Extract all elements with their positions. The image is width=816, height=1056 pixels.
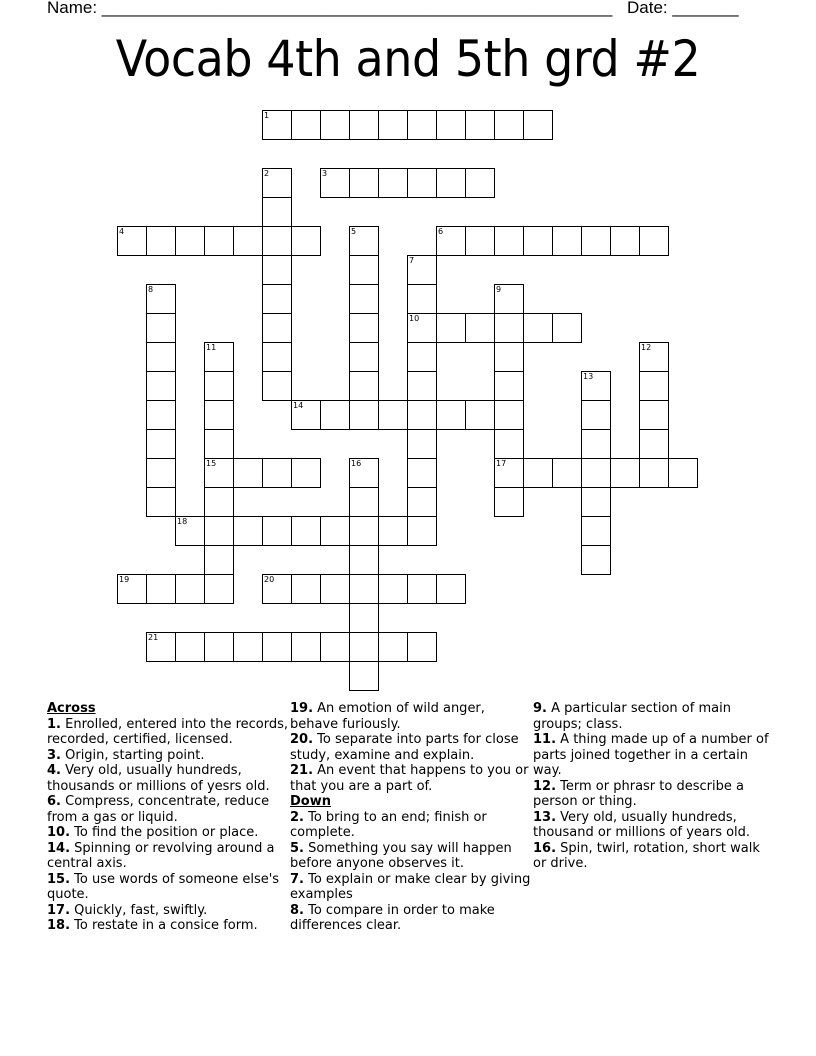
grid-cell[interactable]	[465, 400, 495, 430]
grid-cell[interactable]	[175, 632, 205, 662]
grid-cell[interactable]	[349, 255, 379, 285]
across-heading: Across	[47, 701, 96, 716]
down-clue	[290, 872, 532, 903]
grid-cell[interactable]	[291, 400, 321, 430]
grid-cell[interactable]	[436, 226, 466, 256]
grid-cell[interactable]	[262, 371, 292, 401]
down-clue	[290, 810, 532, 841]
grid-cell[interactable]	[494, 429, 524, 459]
grid-cell[interactable]	[552, 458, 582, 488]
clue-number: 8.	[290, 902, 304, 918]
grid-cell[interactable]	[204, 574, 234, 604]
grid-cell[interactable]	[668, 458, 698, 488]
grid-cell[interactable]	[465, 313, 495, 343]
grid-cell[interactable]	[204, 487, 234, 517]
across-clue	[47, 748, 289, 764]
clue-text: Spinning or revolving around a central axis.	[47, 840, 275, 871]
clue-number: 14	[293, 401, 304, 410]
grid-cell[interactable]	[204, 371, 234, 401]
clue-text: Quickly, fast, swiftly.	[70, 902, 208, 918]
clue-text: Very old, usually hundreds, thousand or millions of years old.	[533, 809, 751, 840]
clue-text: Term or phrasr to describe a person or thing.	[533, 778, 744, 809]
grid-cell[interactable]	[407, 371, 437, 401]
grid-cell[interactable]	[407, 342, 437, 372]
date-field-label: Date: _______	[627, 0, 739, 17]
clue-number: 3.	[47, 747, 61, 763]
grid-cell[interactable]	[291, 516, 321, 546]
grid-cell[interactable]	[581, 226, 611, 256]
grid-cell[interactable]	[552, 313, 582, 343]
grid-cell[interactable]	[523, 313, 553, 343]
grid-cell[interactable]	[349, 110, 379, 140]
grid-cell[interactable]	[233, 632, 263, 662]
clue-text: To explain or make clear by giving examples	[290, 871, 531, 902]
grid-cell[interactable]	[349, 545, 379, 575]
clue-number: 8	[148, 285, 154, 294]
clue-number: 6.	[47, 794, 61, 809]
clue-number: 2.	[290, 809, 304, 825]
grid-cell[interactable]	[146, 342, 176, 372]
grid-cell[interactable]	[494, 371, 524, 401]
clue-text: An emotion of wild anger, behave furiously.	[290, 701, 485, 732]
grid-cell[interactable]	[465, 168, 495, 198]
across-clue	[290, 732, 532, 763]
clue-number: 13	[583, 372, 594, 381]
grid-cell[interactable]	[349, 661, 379, 691]
grid-cell[interactable]	[320, 516, 350, 546]
grid-cell[interactable]	[494, 226, 524, 256]
grid-cell[interactable]	[581, 400, 611, 430]
grid-cell[interactable]	[581, 429, 611, 459]
clue-number: 7.	[290, 871, 304, 887]
grid-cell[interactable]	[146, 487, 176, 517]
clue-number: 3	[322, 169, 328, 178]
grid-cell[interactable]	[581, 371, 611, 401]
down-clue	[533, 701, 775, 732]
clue-number: 9.	[533, 701, 547, 716]
grid-cell[interactable]	[407, 110, 437, 140]
grid-cell[interactable]	[146, 313, 176, 343]
grid-cell[interactable]	[349, 487, 379, 517]
clue-text: To find the position or place.	[70, 825, 259, 840]
grid-cell[interactable]	[523, 110, 553, 140]
clue-number: 17	[496, 459, 507, 468]
grid-cell[interactable]	[494, 458, 524, 488]
grid-cell[interactable]	[639, 400, 669, 430]
grid-cell[interactable]	[349, 632, 379, 662]
name-field-label: Name: ______________________________________________________	[47, 0, 613, 17]
grid-cell[interactable]	[378, 400, 408, 430]
grid-cell[interactable]	[262, 110, 292, 140]
grid-cell[interactable]	[407, 255, 437, 285]
grid-cell[interactable]	[552, 226, 582, 256]
grid-cell[interactable]	[349, 226, 379, 256]
clues-column-2	[290, 701, 532, 934]
grid-cell[interactable]	[146, 400, 176, 430]
clue-number: 21.	[290, 763, 314, 778]
grid-cell[interactable]	[262, 516, 292, 546]
grid-cell[interactable]	[349, 400, 379, 430]
down-heading: Down	[290, 794, 331, 809]
grid-cell[interactable]	[146, 429, 176, 459]
grid-cell[interactable]	[233, 458, 263, 488]
grid-cell[interactable]	[349, 168, 379, 198]
clue-number: 7	[409, 256, 415, 265]
grid-cell[interactable]	[494, 487, 524, 517]
grid-cell[interactable]	[581, 545, 611, 575]
clues-column-1	[47, 701, 289, 934]
down-clue	[533, 779, 775, 810]
grid-cell[interactable]	[233, 516, 263, 546]
clue-number: 5.	[290, 840, 304, 856]
clue-number: 18.	[47, 918, 71, 933]
grid-cell[interactable]	[204, 632, 234, 662]
grid-cell[interactable]	[146, 458, 176, 488]
grid-cell[interactable]	[494, 110, 524, 140]
grid-cell[interactable]	[349, 516, 379, 546]
grid-cell[interactable]	[465, 110, 495, 140]
grid-cell[interactable]	[407, 516, 437, 546]
clue-number: 4.	[47, 763, 61, 778]
clue-text: To use words of someone else's quote.	[47, 871, 280, 902]
clue-text: To restate in a consice form.	[70, 918, 258, 933]
clue-number: 15	[206, 459, 217, 468]
grid-cell[interactable]	[175, 226, 205, 256]
clue-number: 2	[264, 169, 270, 178]
page-title: Vocab 4th and 5th grd #2	[115, 30, 701, 88]
grid-cell[interactable]	[610, 226, 640, 256]
across-clue	[290, 763, 532, 794]
grid-cell[interactable]	[291, 574, 321, 604]
clue-number: 10	[409, 314, 420, 323]
down-clue	[533, 810, 775, 841]
grid-cell[interactable]	[291, 458, 321, 488]
clue-text: Enrolled, entered into the records, recorded, certified, licensed.	[47, 716, 289, 747]
clue-number: 14.	[47, 840, 71, 856]
grid-cell[interactable]	[581, 516, 611, 546]
clue-number: 5	[351, 227, 357, 236]
clue-number: 13.	[533, 809, 557, 825]
grid-cell[interactable]	[378, 574, 408, 604]
grid-cell[interactable]	[349, 371, 379, 401]
grid-cell[interactable]	[494, 313, 524, 343]
clue-number: 21	[148, 633, 159, 642]
grid-cell[interactable]	[262, 168, 292, 198]
clue-number: 1	[264, 111, 270, 120]
grid-cell[interactable]	[262, 255, 292, 285]
grid-cell[interactable]	[262, 226, 292, 256]
clue-number: 6	[438, 227, 444, 236]
grid-cell[interactable]	[639, 371, 669, 401]
grid-cell[interactable]	[146, 371, 176, 401]
clue-number: 1.	[47, 716, 61, 732]
grid-cell[interactable]	[349, 284, 379, 314]
grid-cell[interactable]	[291, 226, 321, 256]
grid-cell[interactable]	[320, 632, 350, 662]
clue-number: 20	[264, 575, 275, 584]
grid-cell[interactable]	[262, 197, 292, 227]
across-clue	[47, 825, 289, 841]
clue-number: 12	[641, 343, 652, 352]
down-clue	[533, 732, 775, 779]
clue-text: A particular section of main groups; class.	[533, 701, 731, 732]
grid-cell[interactable]	[204, 458, 234, 488]
clue-text: To separate into parts for close study, examine and explain.	[290, 732, 519, 763]
clue-number: 12.	[533, 778, 557, 794]
grid-cell[interactable]	[262, 284, 292, 314]
grid-cell[interactable]	[349, 313, 379, 343]
grid-cell[interactable]	[436, 168, 466, 198]
down-clue	[533, 841, 775, 872]
clue-text: Origin, starting point.	[60, 747, 205, 763]
grid-cell[interactable]	[204, 226, 234, 256]
clue-number: 17.	[47, 902, 71, 918]
grid-cell[interactable]	[378, 632, 408, 662]
grid-cell[interactable]	[407, 313, 437, 343]
grid-cell[interactable]	[204, 342, 234, 372]
grid-cell[interactable]	[117, 574, 147, 604]
grid-cell[interactable]	[494, 284, 524, 314]
grid-cell[interactable]	[494, 342, 524, 372]
grid-cell[interactable]	[639, 429, 669, 459]
grid-cell[interactable]	[349, 603, 379, 633]
clue-text: Something you say will happen before anyone observes it.	[290, 840, 512, 871]
across-clue	[47, 717, 289, 748]
grid-cell[interactable]	[523, 458, 553, 488]
grid-cell[interactable]	[262, 313, 292, 343]
grid-cell[interactable]	[349, 458, 379, 488]
grid-cell[interactable]	[407, 284, 437, 314]
clue-text: To bring to an end; finish or complete.	[290, 809, 487, 840]
grid-cell[interactable]	[610, 458, 640, 488]
grid-cell[interactable]	[291, 632, 321, 662]
clue-text: Spin, twirl, rotation, short walk or drive.	[533, 840, 760, 871]
grid-cell[interactable]	[320, 168, 350, 198]
grid-cell[interactable]	[204, 545, 234, 575]
across-clue	[47, 918, 289, 934]
grid-cell[interactable]	[204, 400, 234, 430]
grid-cell[interactable]	[349, 342, 379, 372]
clue-number: 16	[351, 459, 362, 468]
grid-cell[interactable]	[262, 342, 292, 372]
clue-number: 15.	[47, 871, 71, 887]
grid-cell[interactable]	[407, 168, 437, 198]
grid-cell[interactable]	[639, 342, 669, 372]
grid-cell[interactable]	[320, 574, 350, 604]
clue-number: 11	[206, 343, 217, 352]
grid-cell[interactable]	[378, 168, 408, 198]
grid-cell[interactable]	[378, 110, 408, 140]
grid-cell[interactable]	[262, 574, 292, 604]
clue-text: Very old, usually hundreds, thousands or millions of yesrs old.	[47, 763, 270, 794]
clue-text: Compress, concentrate, reduce from a gas or liquid.	[47, 794, 270, 825]
grid-cell[interactable]	[436, 400, 466, 430]
clue-number: 16.	[533, 840, 557, 856]
clue-number: 18	[177, 517, 188, 526]
grid-cell[interactable]	[639, 226, 669, 256]
grid-cell[interactable]	[407, 400, 437, 430]
clues-column-3	[533, 701, 775, 872]
grid-cell[interactable]	[146, 632, 176, 662]
grid-cell[interactable]	[117, 226, 147, 256]
grid-cell[interactable]	[407, 487, 437, 517]
clue-text: To compare in order to make differences clear.	[290, 902, 495, 933]
grid-cell[interactable]	[233, 226, 263, 256]
grid-cell[interactable]	[581, 458, 611, 488]
clue-text: An event that happens to you or that you are a part of.	[290, 763, 529, 794]
grid-cell[interactable]	[407, 429, 437, 459]
grid-cell[interactable]	[320, 110, 350, 140]
grid-cell[interactable]	[349, 574, 379, 604]
clue-number: 4	[119, 227, 125, 236]
across-clue	[47, 763, 289, 794]
grid-cell[interactable]	[204, 429, 234, 459]
grid-cell[interactable]	[436, 313, 466, 343]
grid-cell[interactable]	[581, 487, 611, 517]
down-clue	[290, 841, 532, 872]
across-clue	[290, 701, 532, 732]
clue-text: A thing made up of a number of parts joined together in a certain way.	[533, 732, 769, 778]
down-clue	[290, 903, 532, 934]
clue-number: 11.	[533, 732, 557, 747]
grid-cell[interactable]	[639, 458, 669, 488]
across-clue	[47, 841, 289, 872]
grid-cell[interactable]	[175, 516, 205, 546]
grid-cell[interactable]	[320, 400, 350, 430]
clue-number: 20.	[290, 732, 314, 747]
grid-cell[interactable]	[262, 632, 292, 662]
across-clue	[47, 903, 289, 919]
grid-cell[interactable]	[146, 226, 176, 256]
grid-cell[interactable]	[204, 516, 234, 546]
grid-cell[interactable]	[407, 574, 437, 604]
grid-cell[interactable]	[436, 574, 466, 604]
grid-cell[interactable]	[523, 226, 553, 256]
grid-cell[interactable]	[146, 284, 176, 314]
clue-number: 19.	[290, 701, 314, 716]
clue-number: 19	[119, 575, 130, 584]
across-clue	[47, 872, 289, 903]
grid-cell[interactable]	[262, 458, 292, 488]
grid-cell[interactable]	[291, 110, 321, 140]
grid-cell[interactable]	[407, 632, 437, 662]
clue-number: 10.	[47, 825, 71, 840]
clue-number: 9	[496, 285, 502, 294]
grid-cell[interactable]	[407, 458, 437, 488]
grid-cell[interactable]	[436, 110, 466, 140]
grid-cell[interactable]	[378, 516, 408, 546]
across-clue	[47, 794, 289, 825]
grid-cell[interactable]	[465, 226, 495, 256]
grid-cell[interactable]	[175, 574, 205, 604]
grid-cell[interactable]	[146, 574, 176, 604]
grid-cell[interactable]	[494, 400, 524, 430]
